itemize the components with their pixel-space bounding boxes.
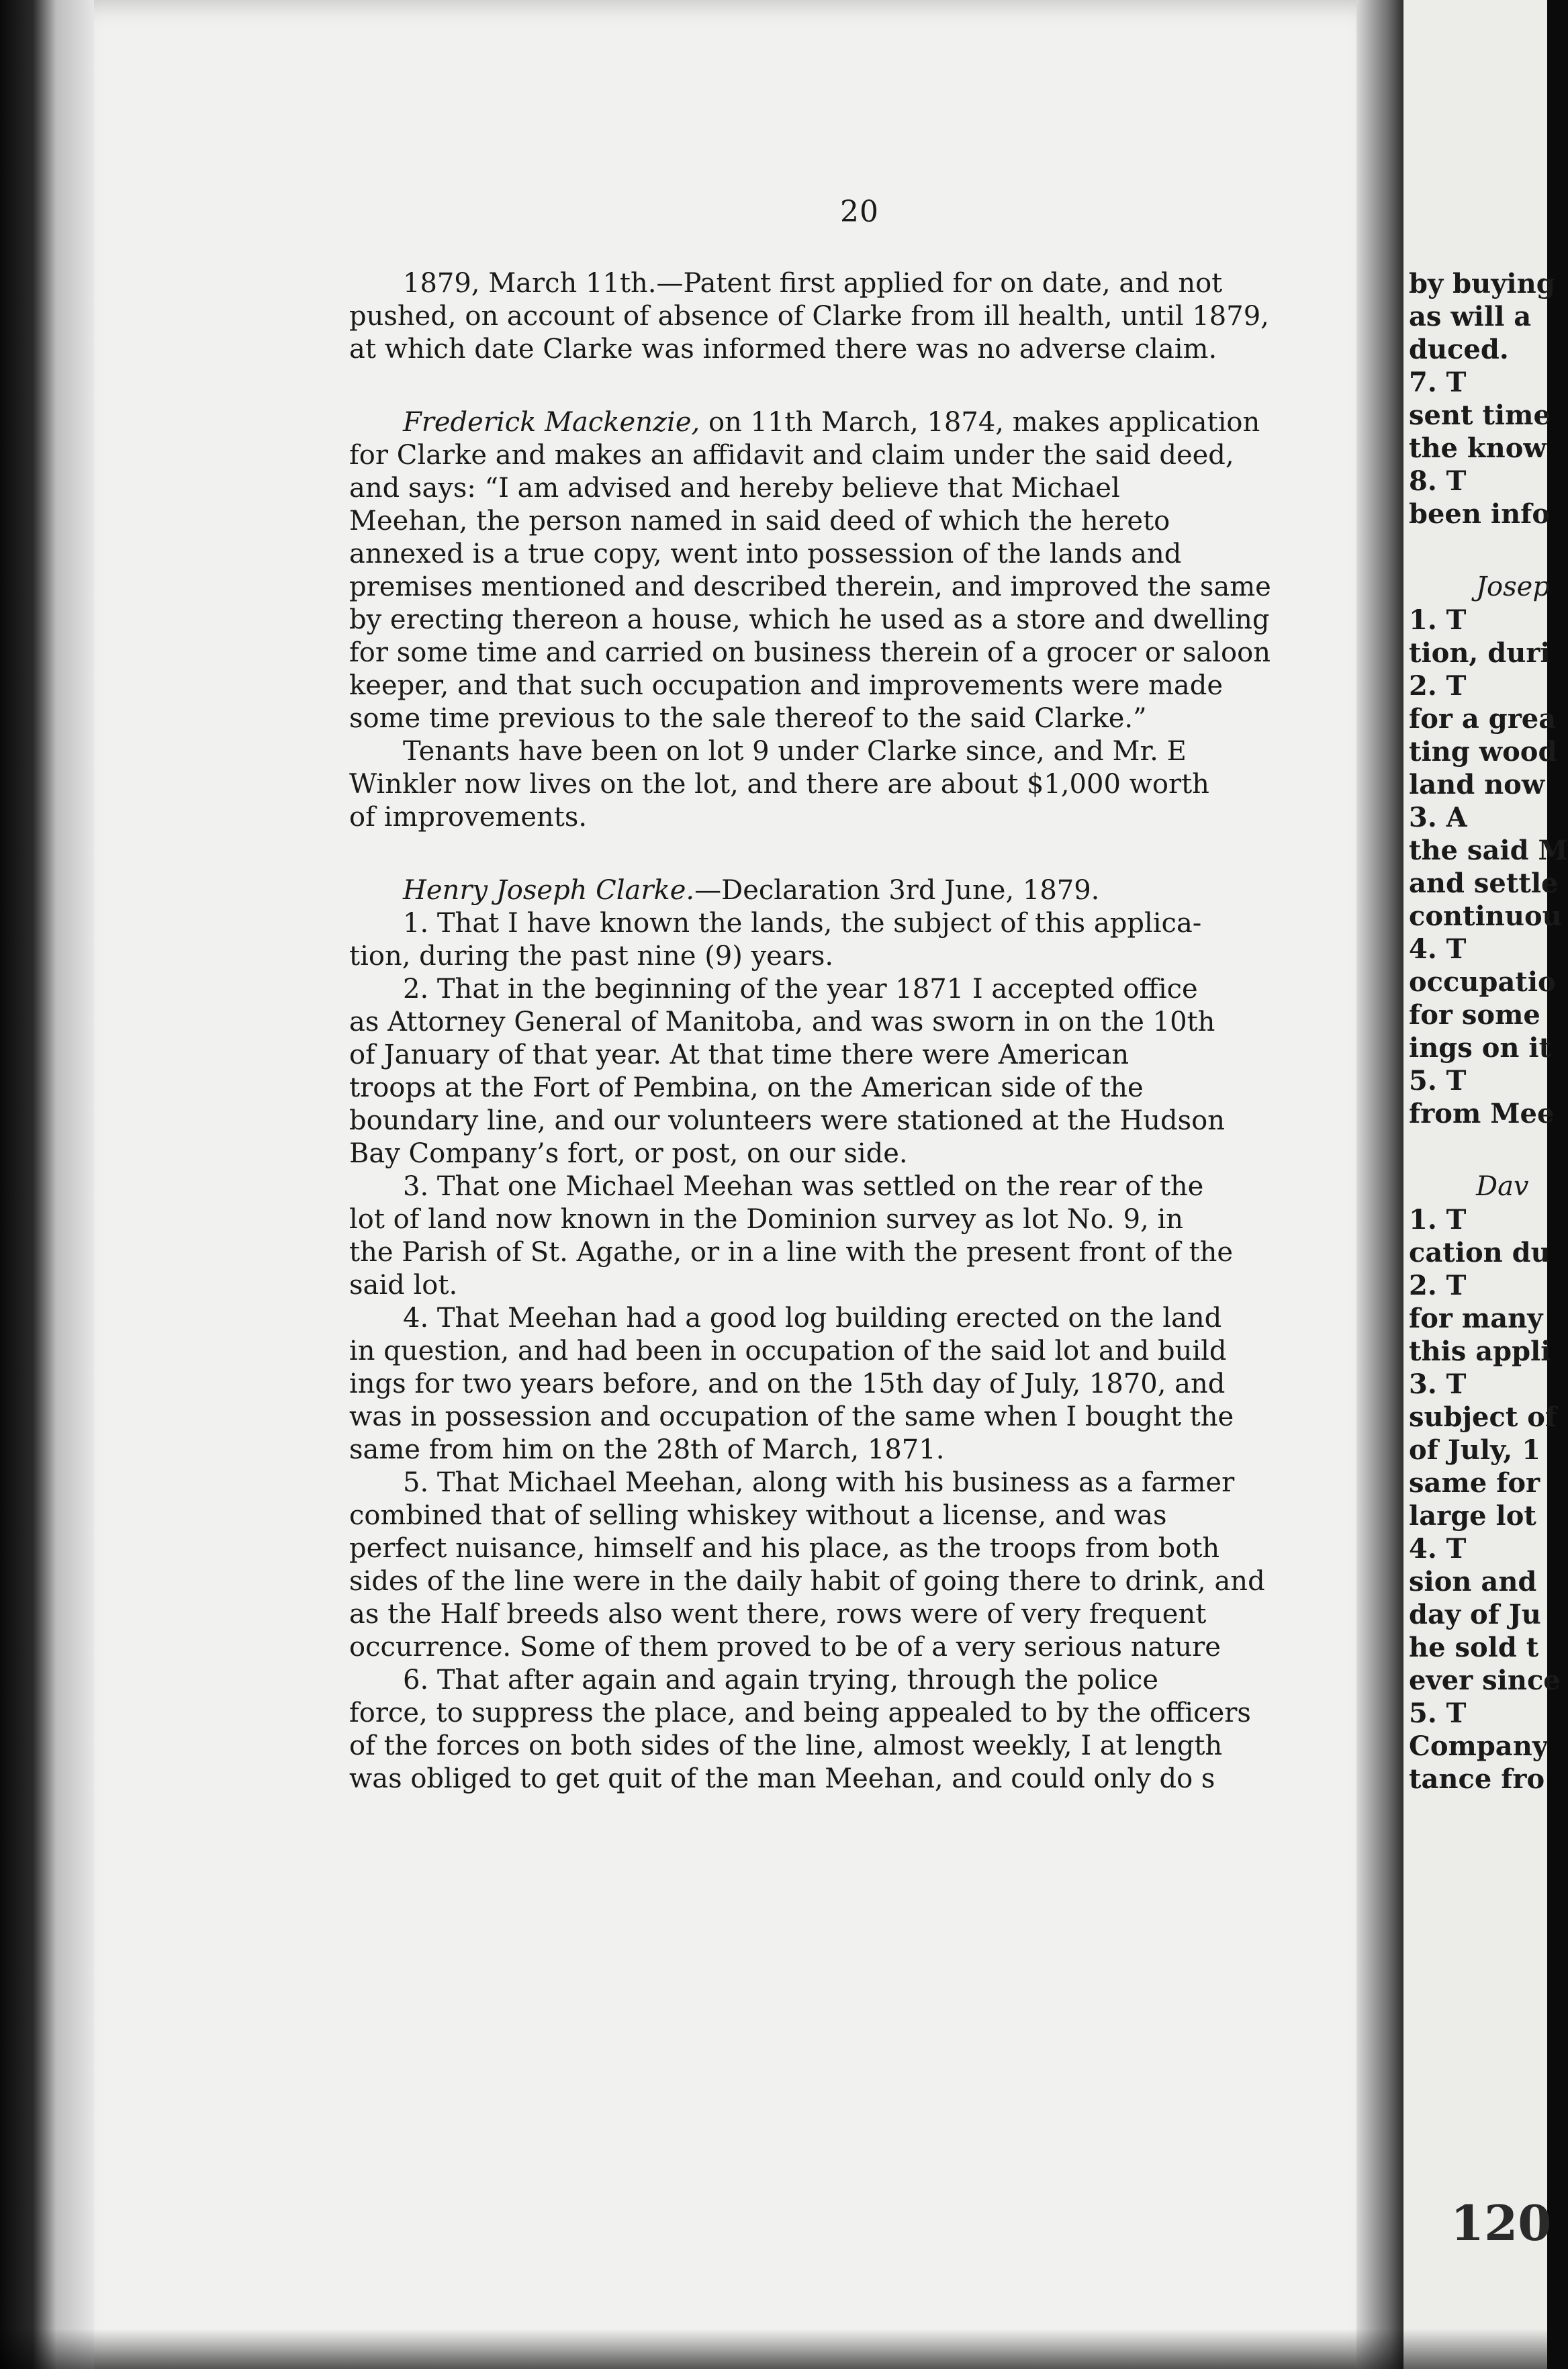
facing-page-number: 120 xyxy=(1450,2194,1552,2251)
facing-text-line: 1. T xyxy=(1409,1204,1467,1236)
body-text xyxy=(349,267,1370,1796)
text-line: Winkler now lives on the lot, and there are about $1,000 worth xyxy=(349,769,1209,800)
facing-text-line: Company xyxy=(1409,1730,1549,1762)
text-line: keeper, and that such occupation and improvements were made xyxy=(349,670,1223,701)
facing-text-line: same for xyxy=(1409,1467,1540,1499)
facing-text-line: sent time xyxy=(1409,400,1551,431)
text-line: occurrence. Some of them proved to be of a very serious nature xyxy=(349,1632,1221,1663)
facing-text-line: ings on it xyxy=(1409,1032,1552,1064)
text-line: pushed, on account of absence of Clarke from ill health, until 1879, xyxy=(349,301,1269,332)
text-line: by erecting thereon a house, which he used as a store and dwelling xyxy=(349,604,1270,635)
text-line: and says: “I am advised and hereby believe that Michael xyxy=(349,473,1120,504)
text-line: the Parish of St. Agathe, or in a line with the present front of the xyxy=(349,1237,1233,1268)
text-line: Frederick Mackenzie, on 11th March, 1874, makes application xyxy=(403,407,1260,438)
person-name: Henry Joseph Clarke. xyxy=(403,875,695,906)
facing-text-line: as will a xyxy=(1409,301,1532,332)
text-line: combined that of selling whiskey without a license, and was xyxy=(349,1500,1167,1531)
facing-text-line: 5. T xyxy=(1409,1698,1467,1729)
facing-text-line: for a grea xyxy=(1409,703,1557,735)
facing-text-line: 3. T xyxy=(1409,1368,1467,1400)
text-line: sides of the line were in the daily habit of going there to drink, and xyxy=(349,1566,1265,1597)
facing-text-line: for some xyxy=(1409,999,1540,1031)
text-line: premises mentioned and described therein, and improved the same xyxy=(349,571,1271,602)
facing-text-line: he sold t xyxy=(1409,1632,1539,1663)
facing-text-line: ting wood xyxy=(1409,736,1557,768)
text-line: troops at the Fort of Pembina, on the American side of the xyxy=(349,1072,1144,1103)
text-line: at which date Clarke was informed there was no adverse claim. xyxy=(349,334,1217,365)
facing-text-line: from Mee xyxy=(1409,1098,1555,1129)
facing-text-line: by buying xyxy=(1409,268,1555,299)
text-line: as the Half breeds also went there, rows were of very frequent xyxy=(349,1599,1207,1630)
text-line: said lot. xyxy=(349,1270,458,1301)
text-line: 4. That Meehan had a good log building erected on the land xyxy=(403,1303,1222,1334)
text-line: of January of that year. At that time there were American xyxy=(349,1039,1129,1070)
facing-text-line: continuou xyxy=(1409,900,1562,932)
facing-text-line: large lot xyxy=(1409,1500,1536,1532)
facing-text-line: and settle xyxy=(1409,868,1559,899)
text-line: Meehan, the person named in said deed of which the hereto xyxy=(349,506,1170,537)
facing-text-line: cation du xyxy=(1409,1237,1551,1268)
text-line: perfect nuisance, himself and his place, as the troops from both xyxy=(349,1533,1220,1564)
text-line: boundary line, and our volunteers were stationed at the Hudson xyxy=(349,1105,1225,1136)
text-line: 5. That Michael Meehan, along with his business as a farmer xyxy=(403,1467,1235,1498)
facing-text-line: of July, 1 xyxy=(1409,1434,1541,1466)
text-line: was in possession and occupation of the same when I bought the xyxy=(349,1401,1234,1432)
facing-text-line: occupatio xyxy=(1409,966,1556,998)
facing-text-line: ever since xyxy=(1409,1665,1561,1696)
facing-text-line: 2. T xyxy=(1409,670,1467,702)
facing-text-line: 4. T xyxy=(1409,1533,1467,1565)
page-number: 20 xyxy=(840,195,879,229)
text-line: of the forces on both sides of the line, almost weekly, I at length xyxy=(349,1730,1223,1761)
text-line: in question, and had been in occupation of the said lot and build xyxy=(349,1336,1227,1366)
facing-text-line: sion and xyxy=(1409,1566,1537,1597)
facing-text-line: the said M xyxy=(1409,835,1568,866)
facing-text-line: subject of xyxy=(1409,1401,1557,1433)
facing-text-line: for many xyxy=(1409,1303,1543,1334)
text-line: lot of land now known in the Dominion survey as lot No. 9, in xyxy=(349,1204,1184,1235)
scan-border-bottom xyxy=(0,2329,1547,2369)
text-line: same from him on the 28th of March, 1871. xyxy=(349,1434,945,1465)
text-line: annexed is a true copy, went into possession of the lands and xyxy=(349,539,1182,569)
facing-text-line: 2. T xyxy=(1409,1270,1467,1301)
facing-text-line: Dav xyxy=(1476,1171,1529,1202)
text-line: force, to suppress the place, and being appealed to by the officers xyxy=(349,1698,1251,1728)
text-line: ings for two years before, and on the 15th day of July, 1870, and xyxy=(349,1368,1226,1399)
text-line: 1879, March 11th.—Patent first applied for on date, and not xyxy=(403,268,1223,299)
facing-text-line: tance fro xyxy=(1409,1763,1545,1795)
text-line: tion, during the past nine (9) years. xyxy=(349,941,834,972)
text-line: of improvements. xyxy=(349,802,588,833)
facing-text-line: 4. T xyxy=(1409,933,1467,965)
facing-text-line: land now xyxy=(1409,769,1545,800)
text-line: 1. That I have known the lands, the subject of this applica- xyxy=(403,908,1202,939)
facing-text-line: day of Ju xyxy=(1409,1599,1541,1630)
facing-text-line: 5. T xyxy=(1409,1065,1467,1097)
facing-text-line: the know xyxy=(1409,432,1547,464)
facing-text-line: 8. T xyxy=(1409,465,1467,497)
facing-text-line: 1. T xyxy=(1409,604,1467,636)
facing-text-line: 7. T xyxy=(1409,367,1467,398)
text-line: was obliged to get quit of the man Meehan, and could only do s xyxy=(349,1763,1215,1794)
facing-text-line: been info xyxy=(1409,498,1551,530)
text-line: Henry Joseph Clarke.—Declaration 3rd June, 1879. xyxy=(403,875,1100,906)
text-line: 3. That one Michael Meehan was settled on the rear of the xyxy=(403,1171,1204,1202)
text-line: Bay Company’s fort, or post, on our side. xyxy=(349,1138,908,1169)
person-name: Frederick Mackenzie, xyxy=(403,407,700,438)
text-line: Tenants have been on lot 9 under Clarke since, and Mr. E xyxy=(403,736,1187,767)
scan-border-left xyxy=(0,0,94,2369)
facing-text-line: this appli xyxy=(1409,1336,1551,1367)
text-line: 6. That after again and again trying, through the police xyxy=(403,1665,1159,1696)
text-line: for Clarke and makes an affidavit and claim under the said deed, xyxy=(349,440,1234,471)
text-line: 2. That in the beginning of the year 1871 I accepted office xyxy=(403,974,1198,1005)
facing-page-text xyxy=(1409,267,1568,1796)
facing-text-line: tion, duri xyxy=(1409,637,1551,669)
facing-text-line: duced. xyxy=(1409,334,1509,365)
text-line: as Attorney General of Manitoba, and was sworn in on the 10th xyxy=(349,1007,1215,1037)
facing-text-line: 3. A xyxy=(1409,802,1467,833)
text-line: for some time and carried on business therein of a grocer or saloon xyxy=(349,637,1271,668)
facing-text-line: Josep xyxy=(1476,571,1550,602)
text-line: some time previous to the sale thereof to the said Clarke.” xyxy=(349,703,1147,734)
